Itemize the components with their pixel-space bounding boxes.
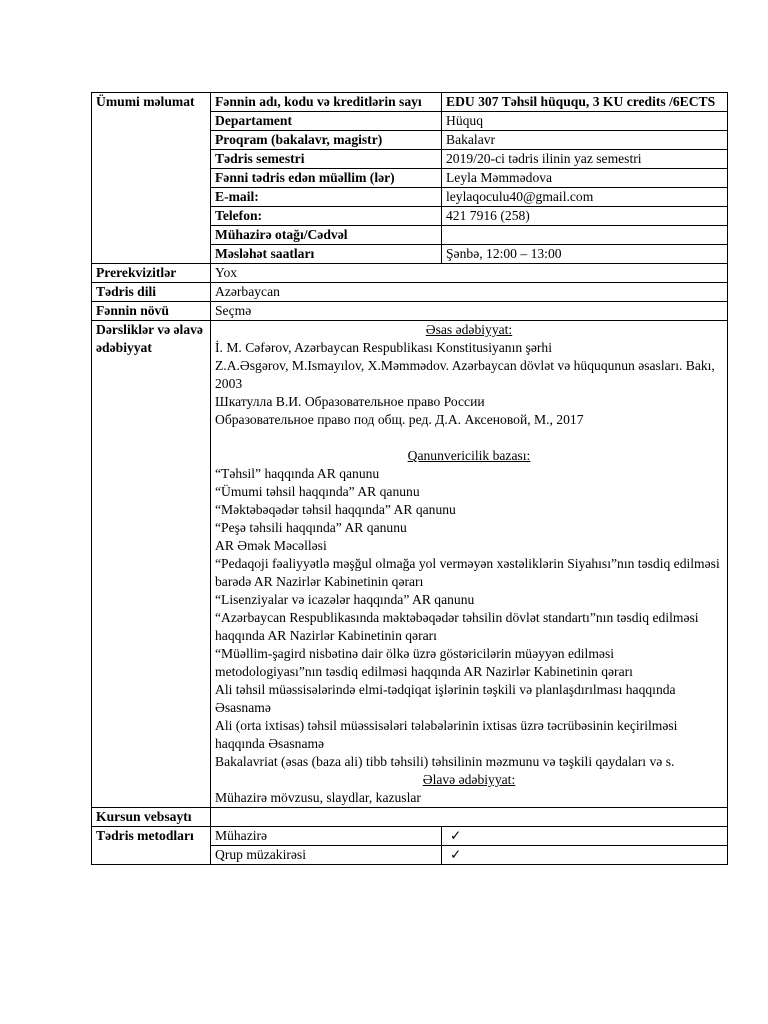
- field-value: Şənbə, 12:00 – 13:00: [442, 245, 728, 264]
- legislation-item: “Pedaqoji fəaliyyətlə məşğul olmağa yol verməyən xəstəliklərin Siyahısı”nın təsdiq edilməsi barədə AR Nazirlər Kabinetinin qərarı: [215, 556, 720, 589]
- legislation-item: AR Əmək Məcəlləsi: [215, 538, 327, 553]
- field-value: EDU 307 Təhsil hüququ, 3 KU credits /6ECTS: [442, 93, 728, 112]
- legislation-item: “Peşə təhsili haqqında” AR qanunu: [215, 520, 407, 535]
- field-label: Mühazirə otağı/Cədvəl: [211, 226, 442, 245]
- language-row: [92, 283, 728, 302]
- field-value: Bakalavr: [442, 131, 728, 150]
- legislation-item: Bakalavriat (əsas (baza ali) tibb təhsili) təhsilinin məzmunu və təşkili qaydaları və s.: [215, 754, 675, 769]
- main-literature-heading: Əsas ədəbiyyat:: [425, 322, 513, 337]
- legislation-item: “Məktəbəqədər təhsil haqqında” AR qanunu: [215, 502, 456, 517]
- literature-item: Шкатулла В.И. Образовательное право России: [215, 394, 485, 409]
- legislation-item: “Azərbaycan Respublikasında məktəbəqədər təhsilin dövlət standartı”nın təsdiq edilməsi haqqında AR Nazirlər Kabinetinin qərarı: [215, 610, 699, 643]
- method-name: Qrup müzakirəsi: [211, 846, 442, 865]
- website-row: [92, 808, 728, 827]
- literature-row: [92, 321, 728, 808]
- field-label: Proqram (bakalavr, magistr): [211, 131, 442, 150]
- legislation-heading: Qanunvericilik bazası:: [407, 448, 531, 463]
- legislation-item: Ali (orta ixtisas) təhsil müəssisələri tələbələrinin ixtisas üzrə təcrübəsinin keçirilməsi haqqında Əsasnamə: [215, 718, 678, 751]
- prerequisites-row: [92, 264, 728, 283]
- website-label: Kursun vebsaytı: [92, 808, 211, 827]
- spacer: [215, 429, 723, 447]
- field-label: Tədris semestri: [211, 150, 442, 169]
- legislation-item: “Müəllim-şagird nisbətinə dair ölkə üzrə göstəricilərin müəyyən edilməsi metodologiyası”nın təsdiq edilməsi haqqında AR Nazirlər Kabinetinin qərarı: [215, 646, 633, 679]
- legislation-item: “Lisenziyalar və icazələr haqqında” AR qanunu: [215, 592, 475, 607]
- website-value: [211, 808, 728, 827]
- row-value: Azərbaycan: [211, 283, 728, 302]
- methods-label: Tədris metodları: [92, 827, 211, 865]
- teaching-method-row: [92, 827, 728, 846]
- literature-label: Dərsliklər və əlavə ədəbiyyat: [92, 321, 211, 808]
- field-label: Telefon:: [211, 207, 442, 226]
- course-type-row: [92, 302, 728, 321]
- field-value: Leyla Məmmədova: [442, 169, 728, 188]
- syllabus-table-body: [92, 93, 728, 865]
- field-value: Hüquq: [442, 112, 728, 131]
- literature-item: İ. M. Cəfərov, Azərbaycan Respublikası Konstitusiyanın şərhi: [215, 340, 553, 355]
- row-label: Fənnin növü: [92, 302, 211, 321]
- literature-content: [211, 321, 728, 808]
- method-name: Mühazirə: [211, 827, 442, 846]
- field-value: [442, 226, 728, 245]
- general-info-row: [92, 93, 728, 112]
- legislation-item: “Ümumi təhsil haqqında” AR qanunu: [215, 484, 420, 499]
- field-value: leylaqoculu40@gmail.com: [442, 188, 728, 207]
- extra-literature-heading: Əlavə ədəbiyyat:: [422, 772, 516, 787]
- field-label: Məsləhət saatları: [211, 245, 442, 264]
- field-label: Fənnin adı, kodu və kreditlərin sayı: [211, 93, 442, 112]
- field-label: Departament: [211, 112, 442, 131]
- syllabus-table: [91, 92, 728, 865]
- field-label: Fənni tədris edən müəllim (lər): [211, 169, 442, 188]
- row-value: Yox: [211, 264, 728, 283]
- field-value: 421 7916 (258): [442, 207, 728, 226]
- field-label: E-mail:: [211, 188, 442, 207]
- field-value: 2019/20-ci tədris ilinin yaz semestri: [442, 150, 728, 169]
- literature-item: Образовательное право под общ. ред. Д.А. Аксеновой, М., 2017: [215, 412, 584, 427]
- checkmark-icon: ✓: [442, 827, 728, 846]
- literature-item: Z.A.Əsgərov, M.Ismayılov, X.Məmmədov. Azərbaycan dövlət və hüququnun əsasları. Bakı, 2003: [215, 358, 715, 391]
- row-value: Seçmə: [211, 302, 728, 321]
- legislation-item: “Təhsil” haqqında AR qanunu: [215, 466, 380, 481]
- checkmark-icon: ✓: [442, 846, 728, 865]
- row-label: Prerekvizitlər: [92, 264, 211, 283]
- section-label-general: Ümumi məlumat: [92, 93, 211, 264]
- row-label: Tədris dili: [92, 283, 211, 302]
- extra-literature-item: Mühazirə mövzusu, slaydlar, kazuslar: [215, 790, 421, 805]
- legislation-item: Ali təhsil müəssisələrində elmi-tədqiqat işlərinin təşkili və planlaşdırılması haqqında Əsasnamə: [215, 682, 676, 715]
